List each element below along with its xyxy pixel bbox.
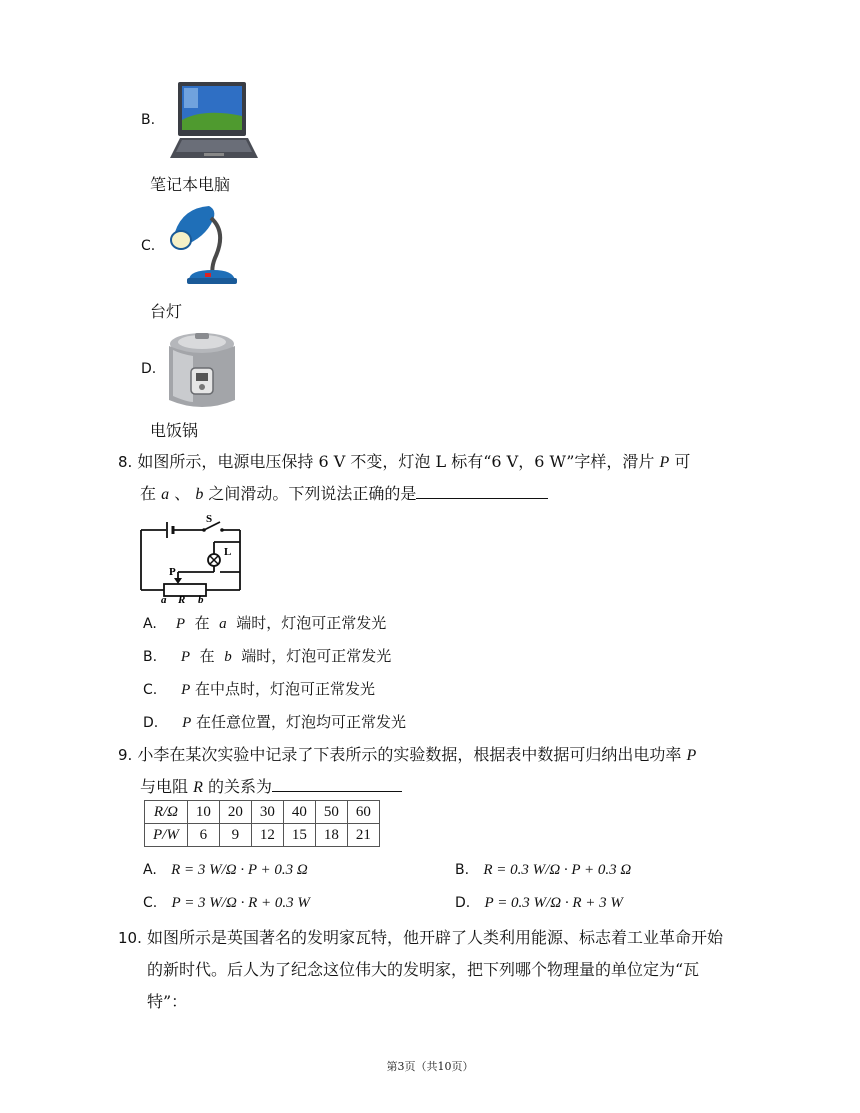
q8-option-c[interactable] <box>143 678 375 699</box>
table-header-p: P/W <box>145 824 188 847</box>
question-10-text: 如图所示是英国著名的发明家瓦特，他开辟了人类利用能源、标志着工业革命开始 <box>146 928 723 947</box>
option-text: 端时，灯泡可正常发光 <box>236 614 387 632</box>
option-text: P = 0.3 W/Ω · R + 3 W <box>484 895 623 911</box>
question-9-text: 的关系为 <box>207 777 272 796</box>
rice-cooker-icon <box>163 330 241 412</box>
separator: 、 <box>174 484 191 503</box>
table-cell: 10 <box>187 801 219 824</box>
question-10-line2: 的新时代。后人为了纪念这位伟大的发明家，把下列哪个物理量的单位定为“瓦 <box>147 960 700 979</box>
table-cell: 30 <box>251 801 283 824</box>
option-letter: B. <box>455 862 470 878</box>
table-row <box>145 824 380 847</box>
question-8-text: 在 <box>140 484 157 503</box>
table-cell: 20 <box>219 801 251 824</box>
var-p: P <box>180 649 191 665</box>
answer-blank[interactable] <box>416 480 548 499</box>
option-text: 在任意位置，灯泡均可正常发光 <box>196 713 407 731</box>
option-letter: C. <box>143 682 158 698</box>
table-header-r: R/Ω <box>145 801 188 824</box>
table-cell: 15 <box>283 824 315 847</box>
option-letter: A. <box>143 862 157 878</box>
var-b: b <box>224 649 232 665</box>
q9-option-c[interactable] <box>143 893 310 912</box>
var-p: P <box>686 747 697 764</box>
data-table <box>144 800 380 847</box>
var-p: P <box>182 715 192 731</box>
option-b-caption: 笔记本电脑 <box>150 175 231 194</box>
question-10-line3: 特”： <box>147 992 188 1011</box>
var-p: P <box>175 616 186 632</box>
question-8-number: 8. <box>118 453 133 471</box>
option-d-letter: D. <box>141 361 157 377</box>
table-row <box>145 801 380 824</box>
option-text: 在中点时，灯泡可正常发光 <box>195 680 376 698</box>
label-p: P <box>169 566 176 578</box>
question-8-line1 <box>118 446 768 479</box>
question-10-number: 10. <box>118 929 142 947</box>
table-cell: 12 <box>251 824 283 847</box>
q9-option-d[interactable] <box>455 893 623 912</box>
label-l: L <box>224 546 232 558</box>
table-cell: 18 <box>315 824 347 847</box>
circuit-diagram <box>136 512 246 604</box>
option-text: P = 3 W/Ω · R + 0.3 W <box>171 895 310 911</box>
question-10-line1 <box>118 922 798 954</box>
option-letter: A. <box>143 616 157 632</box>
option-text: R = 3 W/Ω · P + 0.3 Ω <box>171 862 308 878</box>
label-s: S <box>206 513 213 525</box>
table-cell: 6 <box>187 824 219 847</box>
option-c-caption: 台灯 <box>150 302 183 321</box>
option-c-letter: C. <box>141 238 156 254</box>
option-letter: B. <box>143 649 158 665</box>
q8-option-a[interactable] <box>143 612 386 633</box>
table-cell: 9 <box>219 824 251 847</box>
q9-option-b[interactable] <box>455 860 631 879</box>
option-letter: C. <box>143 895 158 911</box>
option-letter: D. <box>143 715 159 731</box>
laptop-icon <box>168 80 260 160</box>
var-p: P <box>659 454 670 471</box>
q8-option-b[interactable] <box>143 645 391 666</box>
question-8-text-end: 可 <box>674 452 691 471</box>
option-text: 端时，灯泡可正常发光 <box>241 647 392 665</box>
var-p: P <box>181 682 191 698</box>
option-letter: D. <box>455 895 471 911</box>
question-8-text: 之间滑动。下列说法正确的是 <box>208 484 417 503</box>
option-text: 在 <box>199 647 215 665</box>
page-footer: 第3页（共10页） <box>386 1060 474 1073</box>
table-cell: 60 <box>347 801 379 824</box>
table-cell: 40 <box>283 801 315 824</box>
var-r: R <box>193 779 203 796</box>
option-d-caption: 电饭锅 <box>150 421 199 440</box>
answer-blank[interactable] <box>272 773 402 792</box>
label-r: R <box>178 594 186 604</box>
question-8-text: 如图所示，电源电压保持 6 V 不变，灯泡 L 标有“6 V，6 W”字样，滑片 <box>137 452 655 471</box>
option-b-letter: B. <box>141 112 156 128</box>
question-8-line2 <box>140 478 740 511</box>
question-9-line1 <box>118 739 778 772</box>
table-cell: 21 <box>347 824 379 847</box>
var-a: a <box>161 486 170 503</box>
option-text: 在 <box>194 614 210 632</box>
table-cell: 50 <box>315 801 347 824</box>
var-b: b <box>195 486 204 503</box>
option-text: R = 0.3 W/Ω · P + 0.3 Ω <box>483 862 632 878</box>
q8-option-d[interactable] <box>143 711 406 732</box>
q9-option-a[interactable] <box>143 860 308 879</box>
question-9-text: 与电阻 <box>140 777 189 796</box>
label-a: a <box>161 594 167 604</box>
question-9-text: 小李在某次实验中记录了下表所示的实验数据，根据表中数据可归纳出电功率 <box>137 745 682 764</box>
desk-lamp-icon <box>165 202 245 288</box>
var-a: a <box>219 616 227 632</box>
label-b: b <box>198 594 204 604</box>
question-9-number: 9. <box>118 746 133 764</box>
